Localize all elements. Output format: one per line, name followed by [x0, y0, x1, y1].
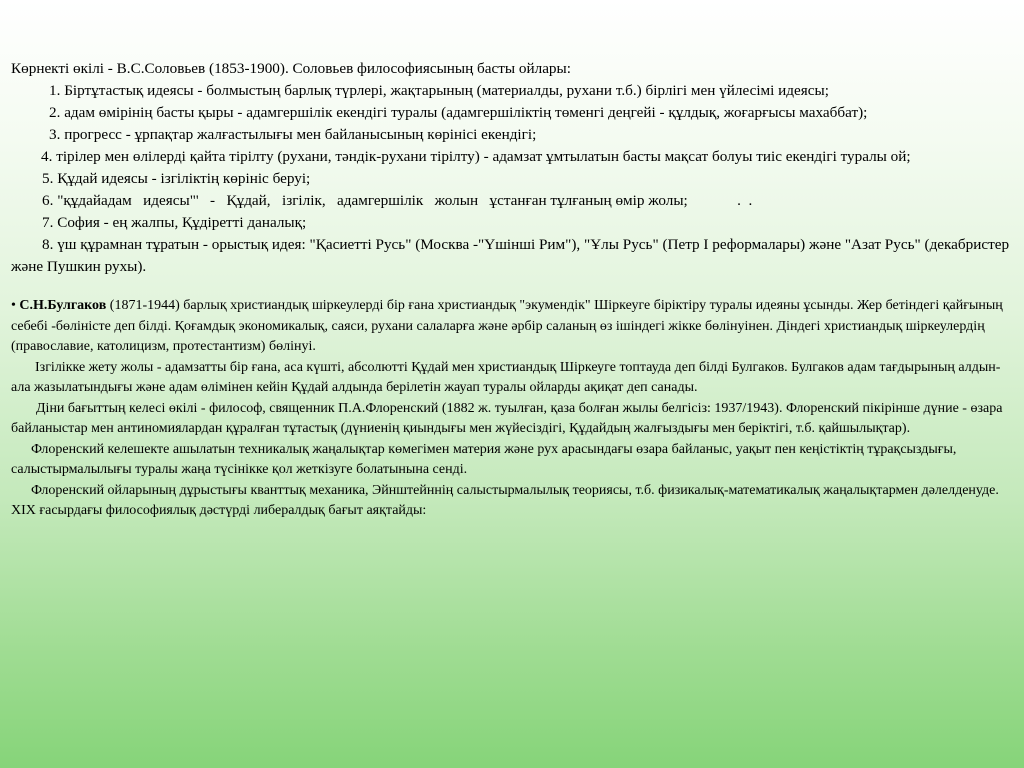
list-item-5: 5. Құдай идеясы - ізгіліктің көрініс беруі; — [42, 170, 311, 187]
list-item-3: 3. прогресс - ұрпақтар жалғастылығы мен байланысының көрінісі екендігі; — [49, 126, 537, 143]
list-item-8: 8. үш құрамнан тұратын - орыстық идея: "Қасиетті Русь" (Москва -"Үшінші Рим"), "Ұлы Русь" (Петр І реформалары) және "Азат Русь" (декабристер және Пушкин рухы). — [11, 236, 1010, 275]
slide-content — [11, 58, 1015, 522]
florensky-paragraph-3: Флоренский ойларының дұрыстығы кванттық механика, Эйнштейннің салыстырмалылық теориясы, т.б. физикалық-математикалық жаңалықтармен дәлелденуде. — [31, 482, 999, 498]
florensky-paragraph-2: Флоренский келешекте ашылатын техникалық жаңалықтар көмегімен материя және рух арасындағы өзара байланыс, уақыт пен кеңістіктің тұрақсыздығы, салыстырмалылығы туралы жаңа түсінікке қол жеткізуге болатынына сенді. — [11, 441, 957, 477]
bulgakov-path-paragraph: Ізгілікке жету жолы - адамзатты бір ғана, аса күшті, абсолютті Құдай мен христиандық Шіркеуге топтауда деп білді Булгаков. Булгаков адам тағдырының алдын-ала жазылатындығы және адам өлімінен кейін Құдай алдында берілетін жауап туралы ойларды ақиқат деп санады. — [11, 359, 1001, 395]
list-item-7: 7. София - ең жалпы, Құдіретті даналық; — [42, 214, 307, 231]
closing-line: XIX ғасырдағы философиялық дәстүрді либералдық бағыт аяқтайды: — [11, 503, 427, 518]
list-item-6: 6. "құдайадам идеясы"' - Құдай, ізгілік, адамгершілік жолын ұстанған тұлғаның өмір жолы; . . — [42, 192, 753, 209]
heading-solovyov: Көрнекті өкілі - В.С.Соловьев (1853-1900). Соловьев философиясының басты ойлары: — [11, 60, 571, 77]
bulgakov-text: (1871-1944) барлық христиандық шіркеулерді бір ғана христиандық "экумендік" Шіркеуге біріктіру туралы идеяны ұсынды. Жер бетіндегі қайғының себебі -бөліністе деп білді. Қоғамдық экономикалық, саяси, рухани салаларға және әрбір саланың өз ішіндегі жікке бөлінуінен. Діндегі христиандық шіркеулердің (православие, католицизм, протестантизм) бөлінуі. — [11, 298, 1003, 354]
bullet: • — [11, 298, 16, 313]
bulgakov-florensky-section — [11, 296, 1015, 522]
bulgakov-paragraph — [11, 296, 1015, 358]
list-item-4: 4. тірілер мен өлілерді қайта тірілту (рухани, тәндік-рухани тірілту) - адамзат ұмтылатын басты мақсат болуы тиіс екендігі туралы ой; — [41, 148, 911, 165]
list-item-1: 1. Біртұтастық идеясы - болмыстың барлық түрлері, жақтарының (материалды, рухани т.б.) бірлігі мен үйлесімі идеясы; — [49, 82, 829, 99]
bulgakov-name: С.Н.Булгаков — [19, 298, 107, 313]
list-item-2: 2. адам өмірінің басты қыры - адамгершілік екендігі туралы (адамгершіліктің төменгі деңгейі - құлдық, жоғарғысы махаббат); — [49, 104, 868, 121]
florensky-paragraph-1: Діни бағыттың келесі өкілі - философ, священник П.А.Флоренский (1882 ж. туылған, қаза болған жылы белгісіз: 1937/1943). Флоренский пікірінше дүние - өзара байланыстар мен антиномиялардан құралған тұтастық (дүниенің қиындығы мен жүйесіздігі, Құдайдың жалғыздығы мен беріктігі, т.б. қайшылықтар). — [11, 400, 1003, 436]
